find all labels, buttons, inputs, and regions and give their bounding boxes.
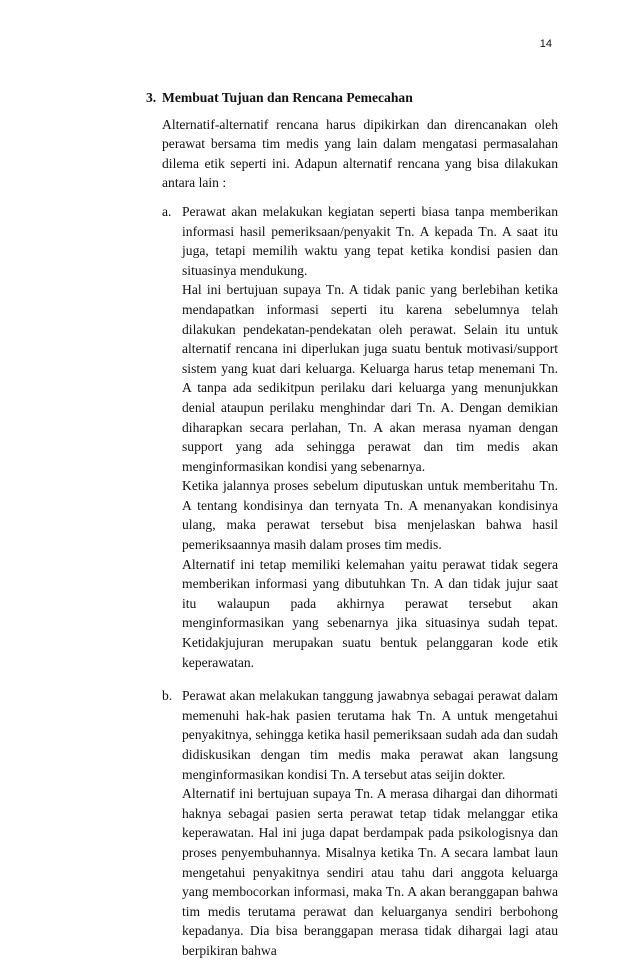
paragraph: Hal ini bertujuan supaya Tn. A tidak panic yang berlebihan ketika mendapatkan informasi seperti itu karena sebelumnya telah dilakukan pendekatan-pendekatan oleh perawat. Selain itu untuk alternatif rencana ini diperlukan juga suatu bentuk motivasi/support sistem yang kuat dari keluarga. Keluarga harus tetap menemani Tn. A tanpa ada sedikitpun perilaku dari keluarga yang menunjukkan denial ataupun perilaku menghindar dari Tn. A. Dengan demikian diharapkan secara perlahan, Tn. A akan merasa nyaman dengan support yang ada sehingga perawat dan tim medis akan menginformasikan kondisi yang sebenarnya. xyxy=(182,282,558,474)
list-item-b xyxy=(162,686,558,960)
paragraph: Alternatif ini tetap memiliki kelemahan yaitu perawat tidak segera memberikan informasi yang dibutuhkan Tn. A dan tidak jujur saat itu walaupun pada akhirnya perawat tersebut akan menginformasikan yang sebenarnya jika situasinya sudah tepat. Ketidakjujuran merupakan suatu bentuk pelanggaran kode etik keperawatan. xyxy=(182,556,558,670)
list-item-body xyxy=(182,686,558,960)
page-number: 14 xyxy=(539,38,552,50)
section-title: Membuat Tujuan dan Rencana Pemecahan xyxy=(162,90,413,105)
document-body xyxy=(146,88,558,961)
paragraph: Perawat akan melakukan tanggung jawabnya sebagai perawat dalam memenuhi hak-hak pasien terutama hak Tn. A untuk mengetahui penyakitnya, sehingga ketika hasil pemeriksaan sudah ada dan sudah didiskusikan dengan tim medis maka perawat akan langsung menginformasikan kondisi Tn. A tersebut atas seijin dokter. xyxy=(182,688,558,782)
list-marker: b. xyxy=(162,688,173,704)
paragraph: Perawat akan melakukan kegiatan seperti biasa tanpa memberikan informasi hasil pemeriksaan/penyakit Tn. A kepada Tn. A saat itu juga, tetapi memilih waktu yang tepat ketika kondisi pasien dan situasinya mendukung. xyxy=(182,203,558,278)
paragraph: Alternatif ini bertujuan supaya Tn. A merasa dihargai dan dihormati haknya sebagai pasien serta perawat tetap tidak melanggar etika keperawatan. Hal ini juga dapat berdampak pada psikologisnya dan proses penyembuhannya. Misalnya ketika Tn. A secara lambat laun mengetahui penyakitnya sendiri atau tahu dari anggota keluarga yang membocorkan informasi, maka Tn. A akan beranggapan bahwa tim medis terutama perawat dan keluarganya sendiri berbohong kepadanya. Dia bisa beranggapan merasa tidak dihargai lagi atau berpikiran bahwa xyxy=(182,786,558,958)
section-heading xyxy=(146,88,558,108)
section-intro: Alternatif-alternatif rencana harus dipikirkan dan direncanakan oleh perawat bersama tim medis yang lain dalam mengatasi permasalahan dilema etik seperti ini. Adapun alternatif rencana yang bisa dilakukan antara lain : xyxy=(162,116,558,191)
list-item-a xyxy=(162,202,558,672)
paragraph: Ketika jalannya proses sebelum diputuskan untuk memberitahu Tn. A tentang kondisinya dan ternyata Tn. A menanyakan kondisinya ulang, maka perawat tersebut bisa menjelaskan bahwa hasil pemeriksaannya masih dalam proses tim medis. xyxy=(182,478,558,553)
section-number: 3. xyxy=(146,90,157,105)
list-marker: a. xyxy=(162,203,172,219)
list-item-body xyxy=(182,202,558,672)
